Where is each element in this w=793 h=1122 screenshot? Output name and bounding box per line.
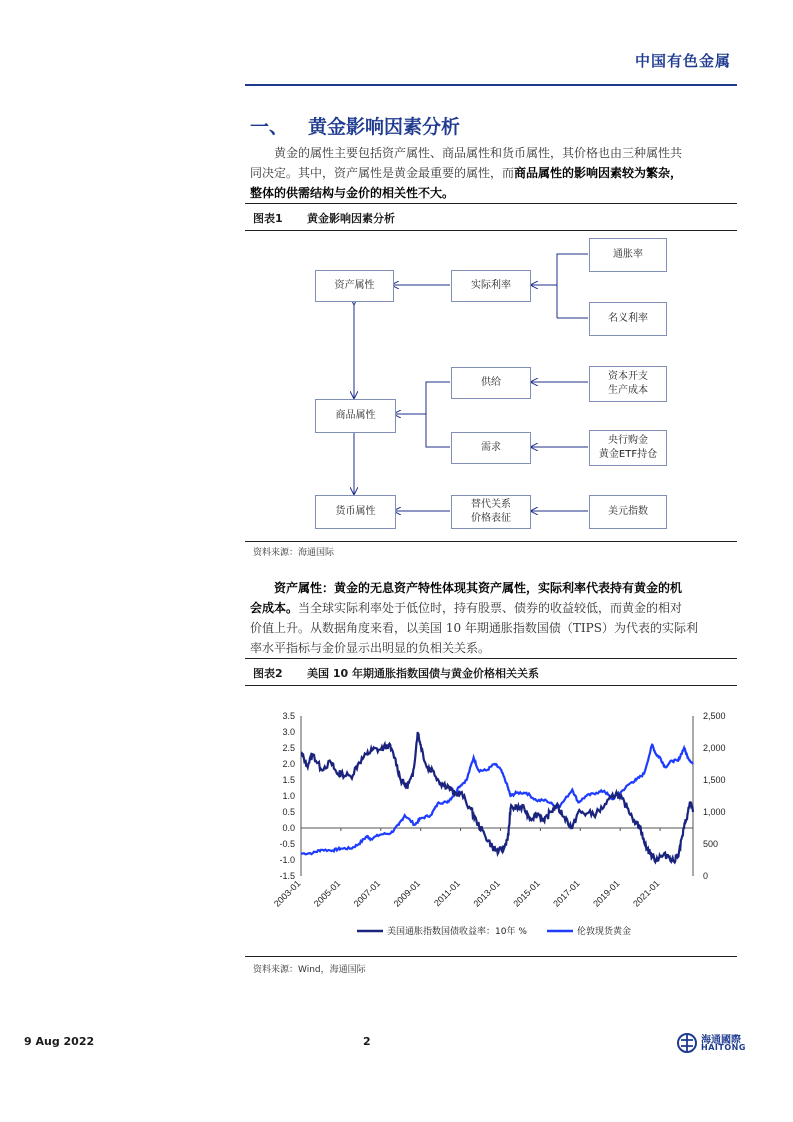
header-brand: 中国有色金属 [634, 52, 731, 70]
legend-gold-label: 伦敦现货黄金 [577, 927, 632, 937]
capex-label-line1: 资本开支 [608, 371, 648, 382]
figure1-title: 黄金影响因素分析 [307, 212, 395, 225]
y-left-tick-label: -1.5 [279, 871, 295, 881]
capex-box [589, 366, 667, 402]
central-bank-label-line1: 央行购金 [608, 435, 648, 446]
asset-line-1-bold: 资产属性：黄金的无息资产特性体现其资产属性，实际利率代表持有黄金的机 [274, 581, 683, 595]
y-left-tick-label: 2.0 [282, 759, 295, 769]
currency-attribute-box [315, 495, 396, 529]
y-right-tick-label: 500 [703, 839, 719, 849]
usd-index-label: 美元指数 [608, 506, 648, 517]
header-divider [245, 84, 737, 86]
substitute-label-line1: 替代关系 [471, 499, 511, 510]
usd-index-box [589, 495, 667, 529]
y-left-tick-label: 1.5 [282, 775, 295, 785]
x-tick-label: 2003-01 [271, 878, 303, 909]
y-left-tick-label: -0.5 [279, 839, 295, 849]
substitute-label-line2: 价格表征 [471, 513, 511, 524]
y-left-tick-label: 3.5 [282, 711, 295, 721]
figure2-label: 图表2 [253, 667, 283, 680]
commodity-attribute-box [315, 399, 396, 433]
section-title-text: 黄金影响因素分析 [308, 116, 461, 138]
y-right-tick-label: 2,500 [703, 711, 726, 721]
x-tick-label: 2013-01 [471, 878, 502, 909]
real-rate-box [451, 270, 531, 302]
intro-line-2-bold: 商品属性的影响因素较为繁杂， [514, 166, 683, 180]
tips-gold-chart [245, 690, 737, 955]
real-rate-label: 实际利率 [471, 280, 511, 291]
y-left-tick-label: 1.0 [282, 791, 295, 801]
intro-line-1: 黄金的属性主要包括资产属性、商品属性和货币属性，其价格也由三种属性共 [274, 146, 683, 160]
intro-line-3 [250, 183, 738, 203]
y-left-tick-label: 3.0 [282, 727, 295, 737]
figure2-title: 美国 10 年期通胀指数国债与黄金价格相关关系 [307, 667, 539, 680]
x-tick-label: 2019-01 [591, 878, 622, 909]
figure1-label: 图表1 [253, 212, 283, 225]
y-right-tick-label: 0 [703, 871, 709, 881]
y-right-tick-label: 1,000 [703, 807, 726, 817]
figure1-source: 资料来源：海通国际 [253, 548, 335, 558]
y-right-tick-label: 2,000 [703, 743, 726, 753]
y-right-tick-label: 1,500 [703, 775, 726, 785]
x-tick-label: 2021-01 [631, 878, 662, 909]
x-tick-label: 2005-01 [311, 878, 343, 909]
intro-line-2-text: 同决定。其中，资产属性是黄金最重要的属性，而 [250, 166, 515, 180]
intro-paragraph [250, 143, 738, 203]
figure2-bottom-rule [245, 956, 737, 957]
asset-line-3: 价值上升。从数据角度来看，以美国 10 年期通胀指数国债（TIPS）为代表的实际利 [250, 621, 698, 635]
figure2-source: 资料来源：Wind，海通国际 [253, 965, 366, 975]
asset-line-4: 率水平指标与金价显示出明显的负相关关系。 [250, 641, 491, 655]
y-left-tick-label: -1.0 [279, 855, 295, 865]
asset-line-1 [250, 578, 738, 598]
haitong-logo [677, 1030, 759, 1056]
asset-paragraph [250, 578, 738, 658]
asset-line-2-bold: 会成本。 [250, 601, 299, 615]
asset-line-2 [250, 598, 738, 618]
demand-box [451, 432, 531, 464]
y-left-tick-label: 2.5 [282, 743, 295, 753]
haitong-logo-icon [677, 1032, 697, 1054]
figure1-header [245, 203, 737, 231]
x-tick-label: 2011-01 [432, 878, 463, 909]
x-tick-label: 2017-01 [551, 878, 582, 909]
central-bank-box [589, 430, 667, 466]
x-tick-label: 2007-01 [351, 878, 383, 909]
footer-date: 9 Aug 2022 [24, 1035, 95, 1048]
logo-english: HAITONG [701, 1043, 746, 1052]
inflation-label: 通胀率 [613, 249, 643, 260]
section-title [250, 112, 460, 139]
section-number: 一、 [250, 116, 289, 138]
y-left-tick-label: 0.0 [282, 823, 295, 833]
x-tick-label: 2009-01 [391, 878, 423, 909]
asset-line-2-text: 当全球实际利率处于低位时，持有股票、债券的收益较低，而黄金的相对 [298, 601, 683, 615]
logo-chinese: 海通國際 [701, 1035, 741, 1046]
central-bank-label-line2: 黄金ETF持仓 [598, 449, 658, 460]
asset-attribute-label: 资产属性 [334, 280, 375, 291]
intro-line-3-bold: 整体的供需结构与金价的相关性不大。 [250, 186, 455, 200]
nominal-rate-label: 名义利率 [608, 313, 648, 324]
intro-line-2 [250, 163, 738, 183]
demand-label: 需求 [481, 442, 501, 453]
supply-label: 供给 [481, 377, 501, 388]
figure1-bottom-rule [245, 541, 737, 542]
legend-tips-label: 美国通胀指数国债收益率：10年 % [387, 927, 527, 937]
nominal-rate-box [589, 302, 667, 336]
y-left-tick-label: 0.5 [282, 807, 295, 817]
supply-box [451, 367, 531, 399]
capex-label-line2: 生产成本 [608, 385, 648, 396]
figure2-header [245, 658, 737, 686]
factor-diagram [245, 230, 737, 540]
commodity-attribute-label: 商品属性 [335, 410, 376, 421]
currency-attribute-label: 货币属性 [335, 506, 376, 517]
x-tick-label: 2015-01 [511, 878, 542, 909]
page-number: 2 [363, 1035, 371, 1048]
gold-price-line [301, 745, 693, 855]
substitute-box [451, 495, 531, 529]
inflation-box [589, 238, 667, 272]
asset-attribute-box [315, 270, 394, 302]
